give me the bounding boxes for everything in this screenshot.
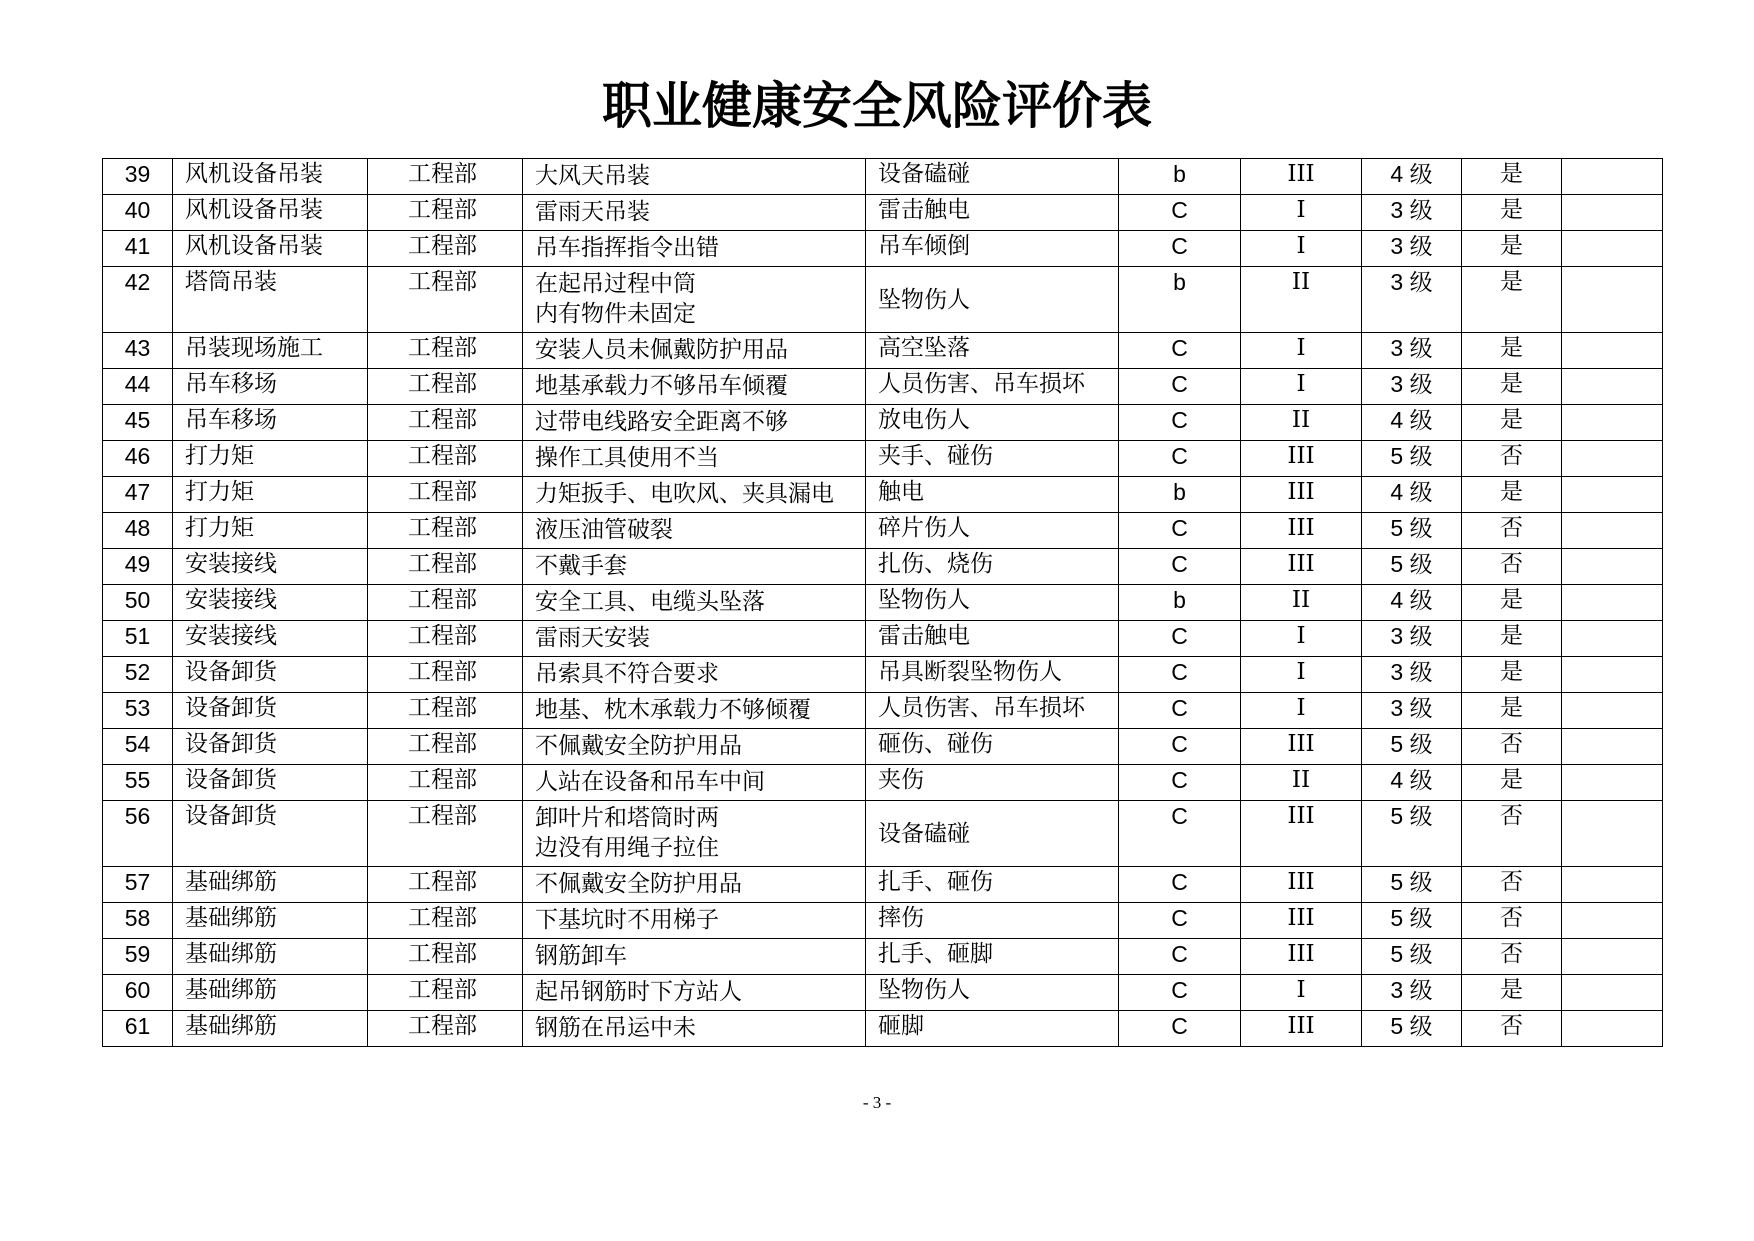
risk-level-cell: III	[1241, 477, 1362, 513]
hazard-line: 人站在设备和吊车中间	[535, 769, 765, 795]
hazard-cell	[523, 333, 866, 369]
activity-cell: 基础绑筋	[173, 867, 368, 903]
activity-cell: 设备卸货	[173, 657, 368, 693]
row-number-cell: 45	[103, 405, 173, 441]
hazard-line: 不戴手套	[535, 553, 627, 579]
table-row	[103, 729, 1663, 765]
table-row	[103, 867, 1663, 903]
row-number-cell: 40	[103, 195, 173, 231]
significant-flag-cell: 是	[1462, 333, 1562, 369]
risk-level-cell: II	[1241, 585, 1362, 621]
consequence-cell: 放电伤人	[866, 405, 1119, 441]
risk-grade-cell: 3 级	[1362, 693, 1462, 729]
classification-cell: C	[1119, 513, 1241, 549]
activity-cell: 设备卸货	[173, 801, 368, 867]
hazard-line: 不佩戴安全防护用品	[535, 871, 742, 897]
hazard-cell	[523, 267, 866, 333]
consequence-cell: 扎伤、烧伤	[866, 549, 1119, 585]
classification-cell: C	[1119, 369, 1241, 405]
activity-cell: 吊车移场	[173, 405, 368, 441]
hazard-cell	[523, 1011, 866, 1047]
risk-level-cell: I	[1241, 195, 1362, 231]
consequence-cell: 雷击触电	[866, 621, 1119, 657]
consequence-cell: 坠物伤人	[866, 267, 1119, 333]
classification-cell: C	[1119, 903, 1241, 939]
classification-cell: b	[1119, 585, 1241, 621]
table-row	[103, 513, 1663, 549]
risk-grade-cell: 4 级	[1362, 405, 1462, 441]
consequence-cell: 人员伤害、吊车损坏	[866, 369, 1119, 405]
classification-cell: b	[1119, 477, 1241, 513]
hazard-line: 钢筋在吊运中未	[535, 1015, 696, 1041]
remarks-cell	[1562, 267, 1663, 333]
row-number-cell: 61	[103, 1011, 173, 1047]
classification-cell: C	[1119, 729, 1241, 765]
remarks-cell	[1562, 477, 1663, 513]
row-number-cell: 50	[103, 585, 173, 621]
risk-assessment-table	[102, 158, 1663, 1047]
row-number-cell: 42	[103, 267, 173, 333]
hazard-line: 在起吊过程中筒	[535, 271, 696, 297]
consequence-cell: 设备磕碰	[866, 159, 1119, 195]
risk-grade-cell: 5 级	[1362, 1011, 1462, 1047]
table-row	[103, 801, 1663, 867]
risk-level-cell: III	[1241, 939, 1362, 975]
classification-cell: C	[1119, 657, 1241, 693]
activity-cell: 安装接线	[173, 549, 368, 585]
significant-flag-cell: 是	[1462, 477, 1562, 513]
hazard-cell	[523, 939, 866, 975]
table-row	[103, 939, 1663, 975]
hazard-cell	[523, 513, 866, 549]
department-cell: 工程部	[368, 333, 523, 369]
risk-grade-cell: 5 级	[1362, 801, 1462, 867]
activity-cell: 打力矩	[173, 513, 368, 549]
row-number-cell: 41	[103, 231, 173, 267]
activity-cell: 风机设备吊装	[173, 231, 368, 267]
risk-level-cell: III	[1241, 441, 1362, 477]
remarks-cell	[1562, 549, 1663, 585]
remarks-cell	[1562, 405, 1663, 441]
table-row	[103, 405, 1663, 441]
hazard-line: 雷雨天安装	[535, 625, 650, 651]
hazard-line: 边没有用绳子拉住	[535, 835, 719, 861]
hazard-cell	[523, 903, 866, 939]
table-row	[103, 159, 1663, 195]
hazard-cell	[523, 195, 866, 231]
consequence-cell: 吊具断裂坠物伤人	[866, 657, 1119, 693]
table-row	[103, 1011, 1663, 1047]
department-cell: 工程部	[368, 765, 523, 801]
risk-grade-cell: 5 级	[1362, 441, 1462, 477]
consequence-cell: 高空坠落	[866, 333, 1119, 369]
hazard-line: 大风天吊装	[535, 163, 650, 189]
remarks-cell	[1562, 231, 1663, 267]
hazard-cell	[523, 231, 866, 267]
classification-cell: b	[1119, 159, 1241, 195]
consequence-cell: 设备磕碰	[866, 801, 1119, 867]
risk-grade-cell: 3 级	[1362, 267, 1462, 333]
department-cell: 工程部	[368, 621, 523, 657]
department-cell: 工程部	[368, 657, 523, 693]
significant-flag-cell: 是	[1462, 621, 1562, 657]
classification-cell: b	[1119, 267, 1241, 333]
table-row	[103, 333, 1663, 369]
table-row	[103, 231, 1663, 267]
row-number-cell: 49	[103, 549, 173, 585]
risk-level-cell: III	[1241, 549, 1362, 585]
activity-cell: 安装接线	[173, 585, 368, 621]
consequence-cell: 触电	[866, 477, 1119, 513]
row-number-cell: 60	[103, 975, 173, 1011]
risk-grade-cell: 3 级	[1362, 195, 1462, 231]
consequence-cell: 夹手、碰伤	[866, 441, 1119, 477]
hazard-cell	[523, 159, 866, 195]
hazard-line: 过带电线路安全距离不够	[535, 409, 788, 435]
risk-grade-cell: 4 级	[1362, 477, 1462, 513]
remarks-cell	[1562, 801, 1663, 867]
significant-flag-cell: 否	[1462, 867, 1562, 903]
consequence-cell: 吊车倾倒	[866, 231, 1119, 267]
department-cell: 工程部	[368, 585, 523, 621]
risk-level-cell: I	[1241, 621, 1362, 657]
risk-level-cell: I	[1241, 369, 1362, 405]
significant-flag-cell: 否	[1462, 1011, 1562, 1047]
activity-cell: 打力矩	[173, 441, 368, 477]
risk-grade-cell: 5 级	[1362, 513, 1462, 549]
department-cell: 工程部	[368, 903, 523, 939]
page-number: - 3 -	[862, 1093, 892, 1112]
classification-cell: C	[1119, 867, 1241, 903]
department-cell: 工程部	[368, 369, 523, 405]
remarks-cell	[1562, 657, 1663, 693]
risk-grade-cell: 3 级	[1362, 621, 1462, 657]
risk-level-cell: II	[1241, 765, 1362, 801]
significant-flag-cell: 否	[1462, 903, 1562, 939]
department-cell: 工程部	[368, 693, 523, 729]
significant-flag-cell: 否	[1462, 513, 1562, 549]
table-row	[103, 477, 1663, 513]
activity-cell: 设备卸货	[173, 693, 368, 729]
activity-cell: 风机设备吊装	[173, 195, 368, 231]
remarks-cell	[1562, 441, 1663, 477]
table-row	[103, 441, 1663, 477]
risk-grade-cell: 5 级	[1362, 867, 1462, 903]
row-number-cell: 43	[103, 333, 173, 369]
remarks-cell	[1562, 585, 1663, 621]
classification-cell: C	[1119, 621, 1241, 657]
significant-flag-cell: 是	[1462, 195, 1562, 231]
classification-cell: C	[1119, 195, 1241, 231]
row-number-cell: 55	[103, 765, 173, 801]
significant-flag-cell: 是	[1462, 585, 1562, 621]
activity-cell: 塔筒吊装	[173, 267, 368, 333]
row-number-cell: 46	[103, 441, 173, 477]
table-row	[103, 693, 1663, 729]
row-number-cell: 51	[103, 621, 173, 657]
risk-grade-cell: 5 级	[1362, 903, 1462, 939]
classification-cell: C	[1119, 975, 1241, 1011]
hazard-line: 液压油管破裂	[535, 517, 673, 543]
significant-flag-cell: 是	[1462, 975, 1562, 1011]
table-body	[103, 159, 1663, 1047]
department-cell: 工程部	[368, 549, 523, 585]
activity-cell: 吊车移场	[173, 369, 368, 405]
department-cell: 工程部	[368, 405, 523, 441]
hazard-line: 地基、枕木承载力不够倾覆	[535, 697, 811, 723]
risk-grade-cell: 5 级	[1362, 729, 1462, 765]
hazard-line: 吊车指挥指令出错	[535, 235, 719, 261]
table-row	[103, 765, 1663, 801]
department-cell: 工程部	[368, 513, 523, 549]
row-number-cell: 52	[103, 657, 173, 693]
hazard-line: 雷雨天吊装	[535, 199, 650, 225]
row-number-cell: 58	[103, 903, 173, 939]
remarks-cell	[1562, 729, 1663, 765]
department-cell: 工程部	[368, 867, 523, 903]
activity-cell: 吊装现场施工	[173, 333, 368, 369]
hazard-cell	[523, 657, 866, 693]
remarks-cell	[1562, 159, 1663, 195]
risk-grade-cell: 3 级	[1362, 369, 1462, 405]
row-number-cell: 39	[103, 159, 173, 195]
row-number-cell: 44	[103, 369, 173, 405]
hazard-cell	[523, 549, 866, 585]
table-row	[103, 975, 1663, 1011]
hazard-cell	[523, 621, 866, 657]
risk-level-cell: I	[1241, 693, 1362, 729]
risk-level-cell: I	[1241, 333, 1362, 369]
classification-cell: C	[1119, 231, 1241, 267]
row-number-cell: 56	[103, 801, 173, 867]
significant-flag-cell: 否	[1462, 801, 1562, 867]
risk-grade-cell: 3 级	[1362, 975, 1462, 1011]
remarks-cell	[1562, 693, 1663, 729]
hazard-line: 吊索具不符合要求	[535, 661, 719, 687]
significant-flag-cell: 是	[1462, 267, 1562, 333]
hazard-cell	[523, 405, 866, 441]
risk-level-cell: III	[1241, 513, 1362, 549]
classification-cell: C	[1119, 441, 1241, 477]
consequence-cell: 坠物伤人	[866, 975, 1119, 1011]
remarks-cell	[1562, 867, 1663, 903]
hazard-line: 起吊钢筋时下方站人	[535, 979, 742, 1005]
consequence-cell: 扎手、砸伤	[866, 867, 1119, 903]
table-row	[103, 549, 1663, 585]
activity-cell: 基础绑筋	[173, 903, 368, 939]
activity-cell: 风机设备吊装	[173, 159, 368, 195]
consequence-cell: 碎片伤人	[866, 513, 1119, 549]
remarks-cell	[1562, 333, 1663, 369]
consequence-cell: 摔伤	[866, 903, 1119, 939]
risk-level-cell: III	[1241, 903, 1362, 939]
classification-cell: C	[1119, 693, 1241, 729]
department-cell: 工程部	[368, 477, 523, 513]
risk-level-cell: I	[1241, 975, 1362, 1011]
classification-cell: C	[1119, 1011, 1241, 1047]
significant-flag-cell: 是	[1462, 405, 1562, 441]
classification-cell: C	[1119, 405, 1241, 441]
classification-cell: C	[1119, 939, 1241, 975]
hazard-line: 下基坑时不用梯子	[535, 907, 719, 933]
significant-flag-cell: 是	[1462, 765, 1562, 801]
significant-flag-cell: 否	[1462, 729, 1562, 765]
risk-level-cell: II	[1241, 267, 1362, 333]
table-row	[103, 585, 1663, 621]
significant-flag-cell: 否	[1462, 441, 1562, 477]
hazard-cell	[523, 369, 866, 405]
remarks-cell	[1562, 903, 1663, 939]
risk-grade-cell: 5 级	[1362, 939, 1462, 975]
hazard-cell	[523, 477, 866, 513]
hazard-line: 地基承载力不够吊车倾覆	[535, 373, 788, 399]
risk-level-cell: III	[1241, 867, 1362, 903]
remarks-cell	[1562, 195, 1663, 231]
hazard-line: 力矩扳手、电吹风、夹具漏电	[535, 481, 834, 507]
consequence-cell: 坠物伤人	[866, 585, 1119, 621]
risk-grade-cell: 3 级	[1362, 231, 1462, 267]
activity-cell: 设备卸货	[173, 765, 368, 801]
hazard-cell	[523, 975, 866, 1011]
risk-level-cell: I	[1241, 231, 1362, 267]
page-title: 职业健康安全风险评价表	[602, 77, 1152, 135]
table-row	[103, 369, 1663, 405]
activity-cell: 基础绑筋	[173, 1011, 368, 1047]
hazard-line: 安装人员未佩戴防护用品	[535, 337, 788, 363]
hazard-cell	[523, 585, 866, 621]
table-row	[103, 903, 1663, 939]
significant-flag-cell: 是	[1462, 369, 1562, 405]
remarks-cell	[1562, 621, 1663, 657]
row-number-cell: 54	[103, 729, 173, 765]
remarks-cell	[1562, 939, 1663, 975]
remarks-cell	[1562, 369, 1663, 405]
activity-cell: 基础绑筋	[173, 975, 368, 1011]
row-number-cell: 59	[103, 939, 173, 975]
department-cell: 工程部	[368, 159, 523, 195]
hazard-cell	[523, 693, 866, 729]
table-row	[103, 195, 1663, 231]
table-row	[103, 621, 1663, 657]
activity-cell: 基础绑筋	[173, 939, 368, 975]
significant-flag-cell: 是	[1462, 159, 1562, 195]
consequence-cell: 砸伤、碰伤	[866, 729, 1119, 765]
significant-flag-cell: 否	[1462, 549, 1562, 585]
remarks-cell	[1562, 975, 1663, 1011]
table-row	[103, 657, 1663, 693]
row-number-cell: 47	[103, 477, 173, 513]
department-cell: 工程部	[368, 975, 523, 1011]
hazard-cell	[523, 765, 866, 801]
hazard-line: 卸叶片和塔筒时两	[535, 805, 719, 831]
hazard-line: 内有物件未固定	[535, 301, 696, 327]
classification-cell: C	[1119, 333, 1241, 369]
department-cell: 工程部	[368, 1011, 523, 1047]
hazard-cell	[523, 867, 866, 903]
department-cell: 工程部	[368, 195, 523, 231]
classification-cell: C	[1119, 549, 1241, 585]
risk-grade-cell: 5 级	[1362, 549, 1462, 585]
department-cell: 工程部	[368, 441, 523, 477]
row-number-cell: 57	[103, 867, 173, 903]
significant-flag-cell: 是	[1462, 231, 1562, 267]
consequence-cell: 人员伤害、吊车损坏	[866, 693, 1119, 729]
remarks-cell	[1562, 765, 1663, 801]
significant-flag-cell: 否	[1462, 939, 1562, 975]
activity-cell: 安装接线	[173, 621, 368, 657]
classification-cell: C	[1119, 801, 1241, 867]
risk-level-cell: I	[1241, 657, 1362, 693]
classification-cell: C	[1119, 765, 1241, 801]
hazard-cell	[523, 441, 866, 477]
consequence-cell: 雷击触电	[866, 195, 1119, 231]
consequence-cell: 砸脚	[866, 1011, 1119, 1047]
remarks-cell	[1562, 513, 1663, 549]
activity-cell: 打力矩	[173, 477, 368, 513]
risk-level-cell: III	[1241, 801, 1362, 867]
department-cell: 工程部	[368, 729, 523, 765]
department-cell: 工程部	[368, 231, 523, 267]
risk-grade-cell: 4 级	[1362, 159, 1462, 195]
hazard-line: 安全工具、电缆头坠落	[535, 589, 765, 615]
risk-level-cell: III	[1241, 729, 1362, 765]
consequence-cell: 夹伤	[866, 765, 1119, 801]
row-number-cell: 53	[103, 693, 173, 729]
consequence-cell: 扎手、砸脚	[866, 939, 1119, 975]
risk-level-cell: III	[1241, 1011, 1362, 1047]
hazard-line: 操作工具使用不当	[535, 445, 719, 471]
risk-level-cell: II	[1241, 405, 1362, 441]
significant-flag-cell: 是	[1462, 693, 1562, 729]
table-row	[103, 267, 1663, 333]
hazard-cell	[523, 801, 866, 867]
significant-flag-cell: 是	[1462, 657, 1562, 693]
hazard-cell	[523, 729, 866, 765]
department-cell: 工程部	[368, 939, 523, 975]
risk-grade-cell: 3 级	[1362, 657, 1462, 693]
department-cell: 工程部	[368, 801, 523, 867]
row-number-cell: 48	[103, 513, 173, 549]
department-cell: 工程部	[368, 267, 523, 333]
risk-level-cell: III	[1241, 159, 1362, 195]
hazard-line: 不佩戴安全防护用品	[535, 733, 742, 759]
activity-cell: 设备卸货	[173, 729, 368, 765]
risk-grade-cell: 3 级	[1362, 333, 1462, 369]
remarks-cell	[1562, 1011, 1663, 1047]
risk-grade-cell: 4 级	[1362, 765, 1462, 801]
hazard-line: 钢筋卸车	[535, 943, 627, 969]
risk-grade-cell: 4 级	[1362, 585, 1462, 621]
